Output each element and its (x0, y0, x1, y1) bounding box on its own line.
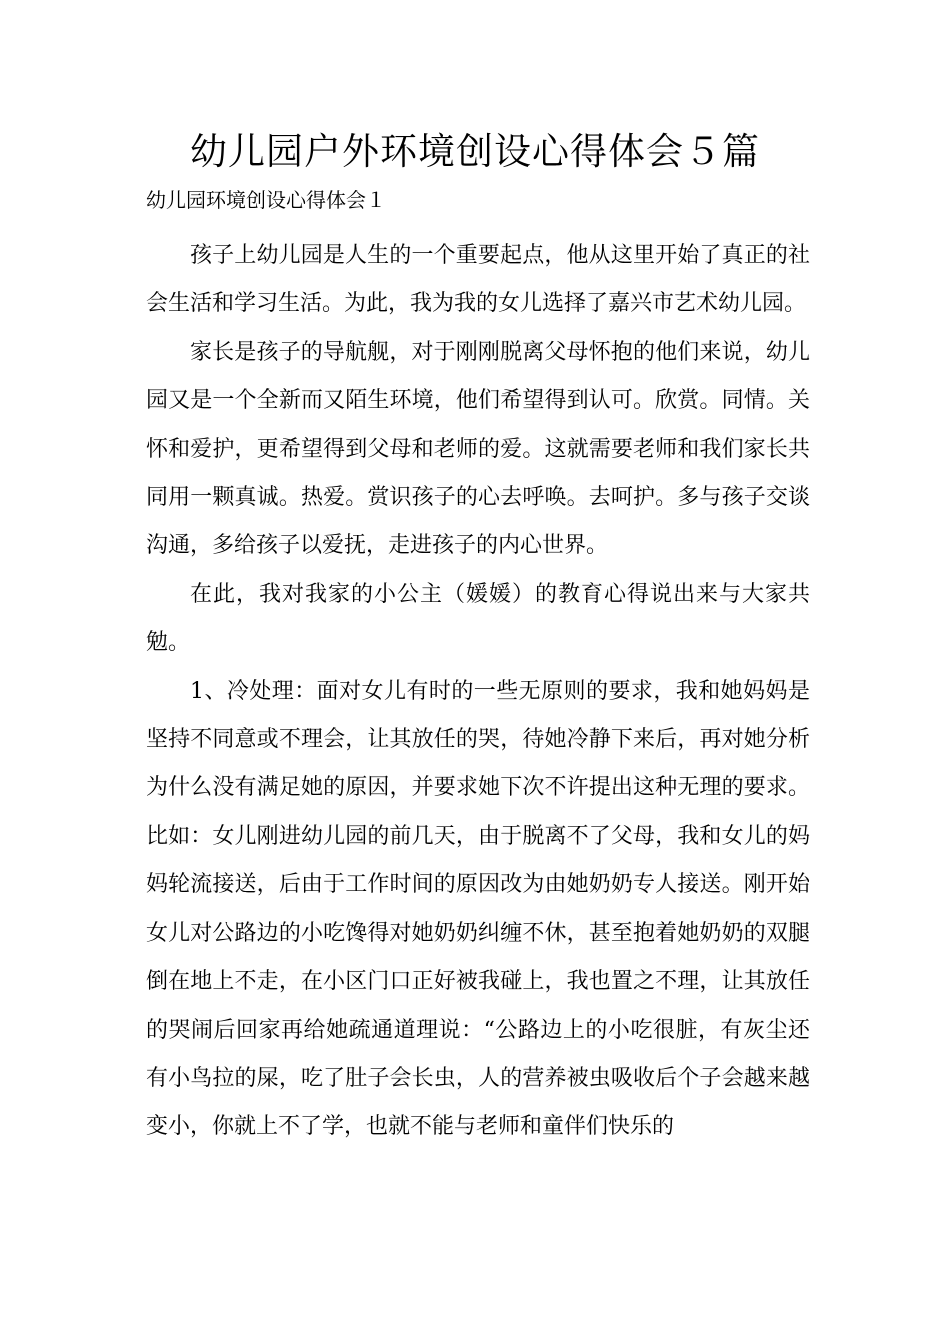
paragraph-2: 家长是孩子的导航舰，对于刚刚脱离父母怀抱的他们来说，幼儿园又是一个全新而又陌生环境，他们希望得到认可。欣赏。同情。关怀和爱护，更希望得到父母和老师的爱。这就需要老师和我们家长共同用一颗真诚。热爱。赏识孩子的心去呼唤。去呵护。多与孩子交谈沟通，多给孩子以爱抚，走进孩子的内心世界。 (146, 339, 810, 559)
document-subtitle: 幼儿园环境创设心得体会１ (146, 188, 386, 212)
document-title: 幼儿园户外环境创设心得体会５篇 (190, 130, 760, 173)
document-body (146, 232, 810, 1152)
paragraph-4: 1、冷处理：面对女儿有时的一些无原则的要求，我和她妈妈是坚持不同意或不理会，让其放任的哭，待她冷静下来后，再对她分析为什么没有满足她的原因，并要求她下次不许提出这种无理的要求。比如：女儿刚进幼儿园的前几天，由于脱离不了父母，我和女儿的妈妈轮流接送，后由于工作时间的原因改为由她奶奶专人接送。刚开始女儿对公路边的小吃馋得对她奶奶纠缠不休，甚至抱着她奶奶的双腿倒在地上不走，在小区门口正好被我碰上，我也置之不理，让其放任的哭闹后回家再给她疏通道理说：“公路边上的小吃很脏，有灰尘还有小鸟拉的屎，吃了肚子会长虫，人的营养被虫吸收后个子会越来越变小，你就上不了学，也就不能与老师和童伴们快乐的 (146, 678, 810, 1140)
paragraph-1: 孩子上幼儿园是人生的一个重要起点，他从这里开始了真正的社会生活和学习生活。为此，我为我的女儿选择了嘉兴市艺术幼儿园。 (146, 243, 810, 317)
paragraph-3: 在此，我对我家的小公主（媛媛）的教育心得说出来与大家共勉。 (146, 581, 810, 656)
